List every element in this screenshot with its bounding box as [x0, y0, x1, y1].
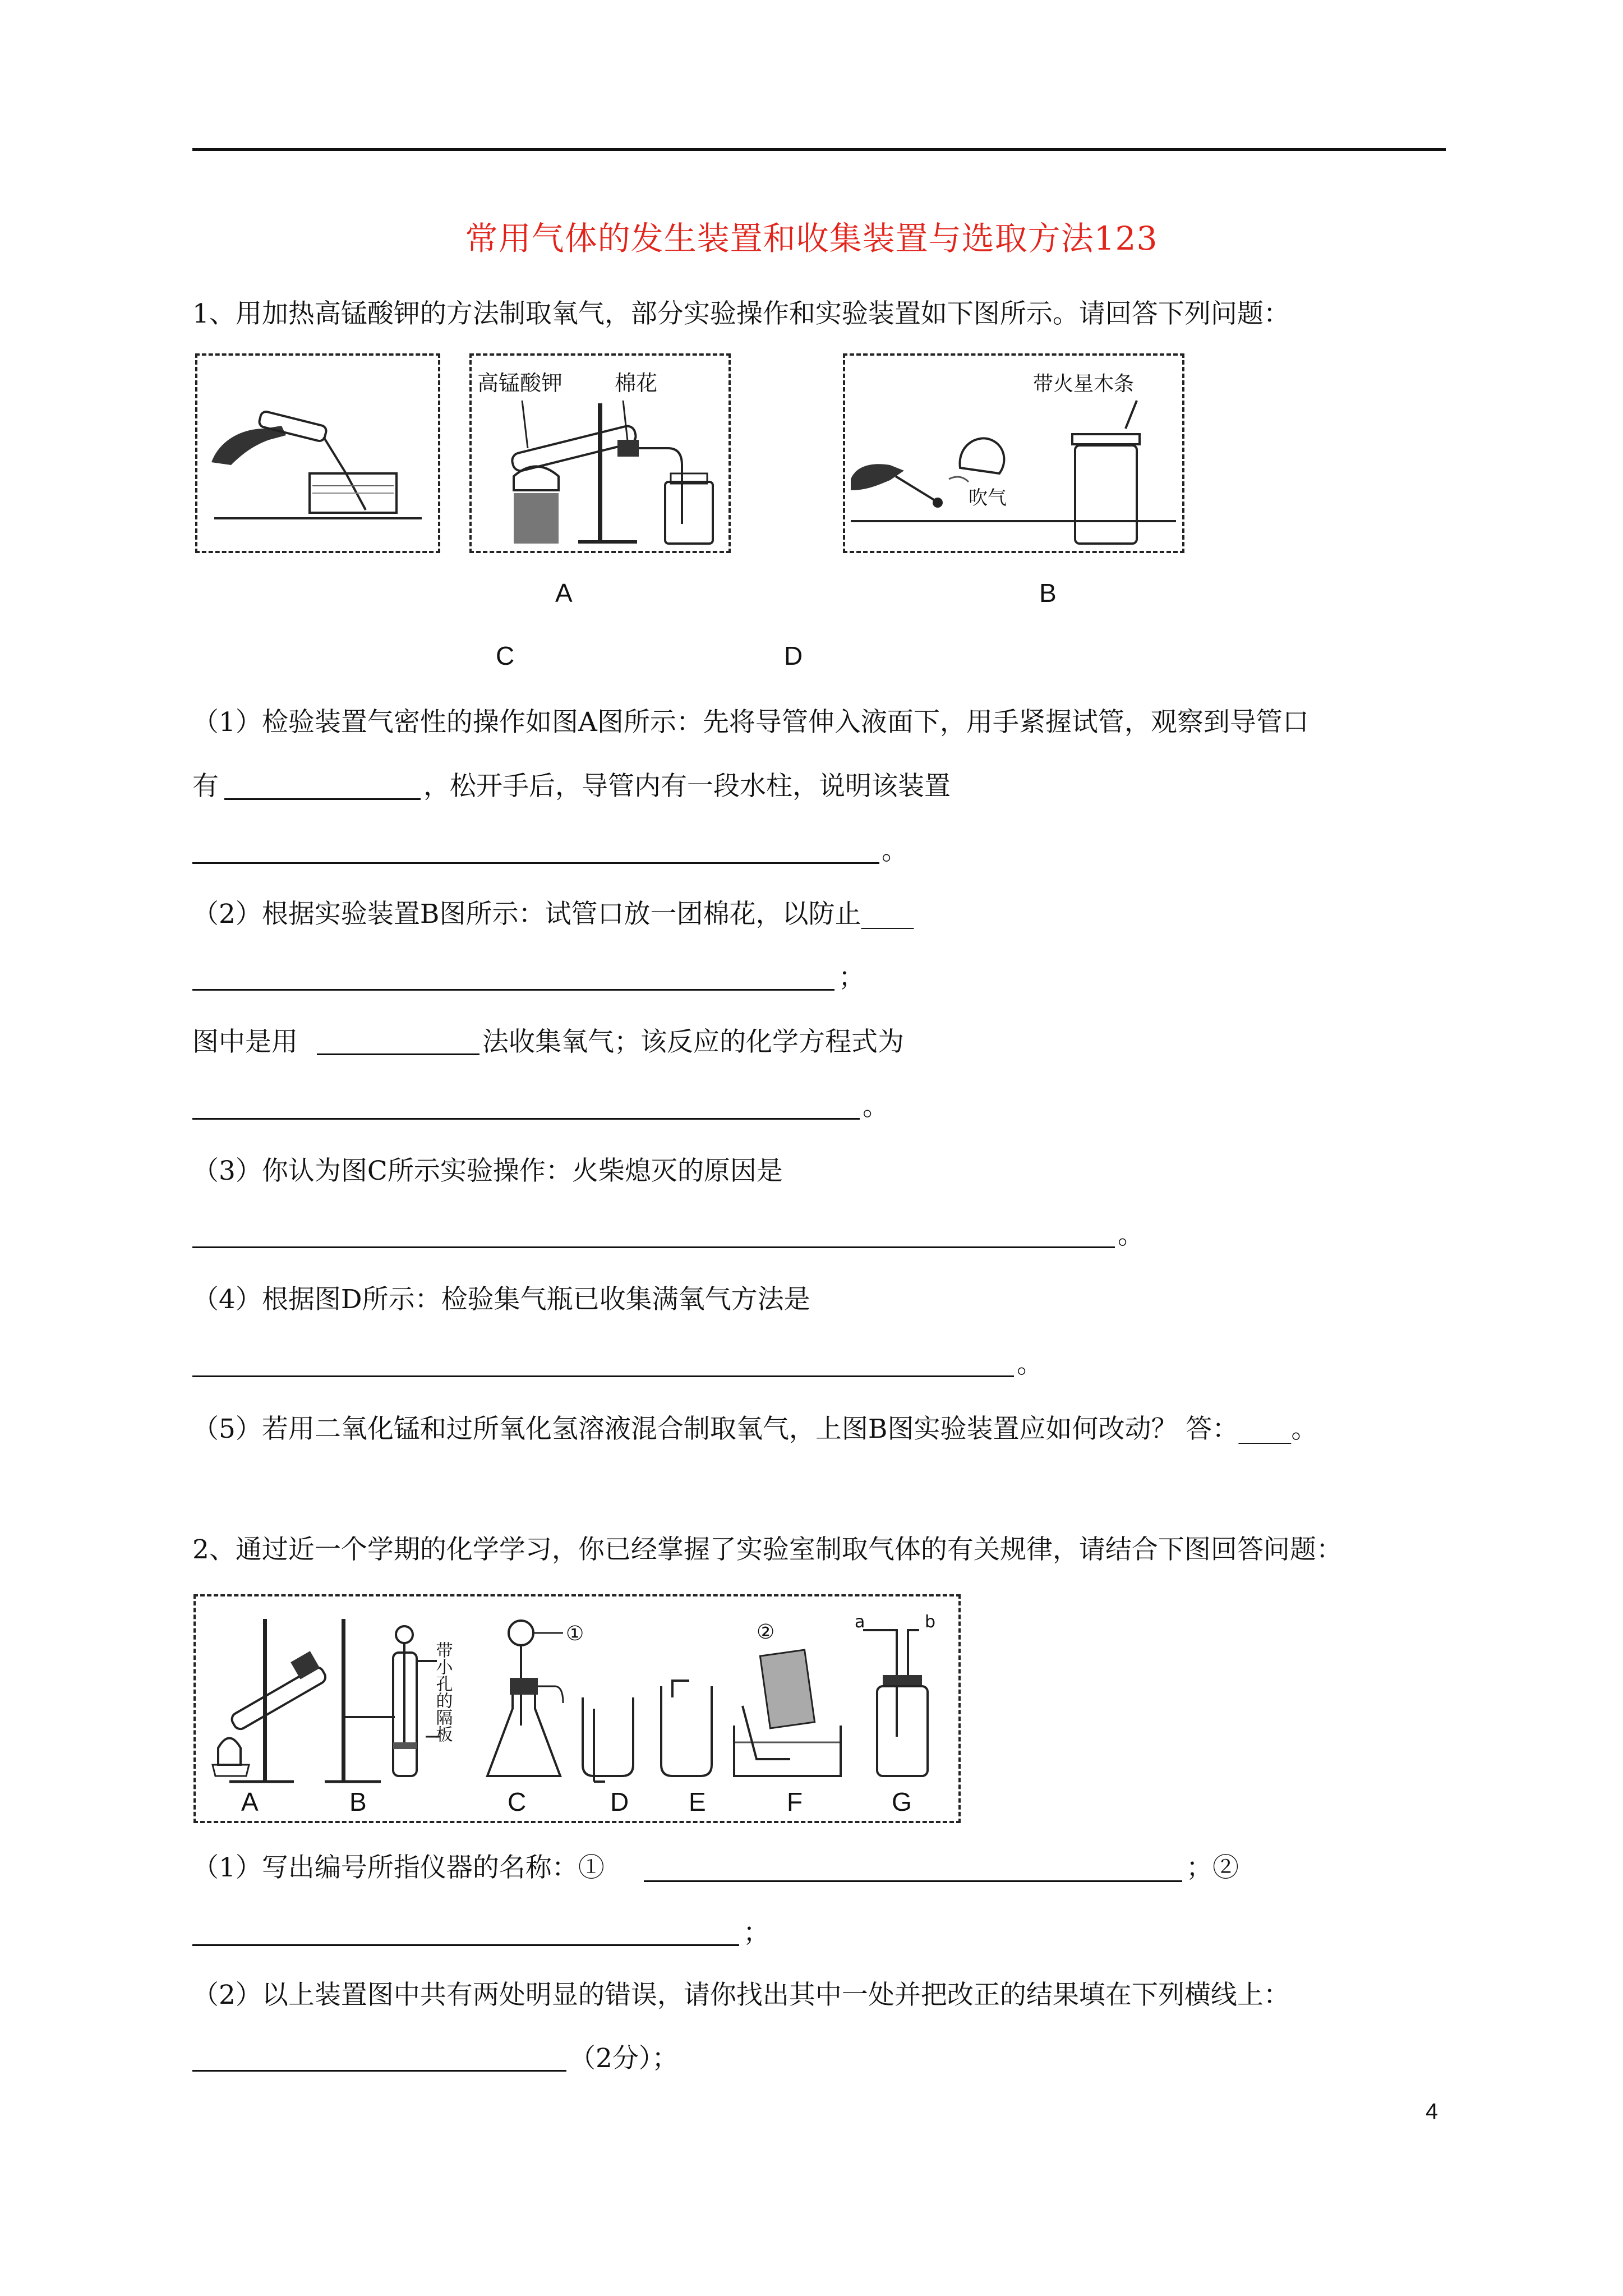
answer-blank-q1-2a[interactable] — [192, 989, 834, 991]
q1-part3-line1: （3）你认为图C所示实验操作：火柴熄灭的原因是 — [192, 1156, 783, 1186]
fig2-label-a: A — [241, 1787, 259, 1816]
fig2-mark-2: ② — [757, 1621, 775, 1644]
answer-blank-q1-2b[interactable] — [317, 1053, 479, 1055]
q1-part2-semicolon: ； — [838, 962, 865, 993]
q1-part5: （5）若用二氧化锰和过所氧化氢溶液混合制取氧气，上图B图实验装置应如何改动？ 答：____。 — [192, 1414, 1318, 1444]
figure-1cd — [843, 353, 1184, 553]
answer-blank-q1-1b[interactable] — [192, 862, 879, 864]
q1-part1-suffix: ，松开手后，导管内有一段水柱，说明该装置 — [423, 771, 951, 802]
q2-part1-end: ； — [743, 1917, 769, 1948]
fig2-label-d: D — [610, 1787, 629, 1816]
q1-part3-end: 。 — [1118, 1220, 1144, 1250]
q1-part4-end: 。 — [1017, 1349, 1043, 1379]
gas-apparatus-a-to-g-figure — [196, 1596, 958, 1821]
fig-text-splint: 带火星木条 — [1033, 372, 1135, 395]
fig1-label-b: B — [1039, 578, 1057, 608]
q1-part2-line1: （2）根据实验装置B图所示：试管口放一团棉花，以防止____ — [192, 899, 914, 930]
q2-part2-suffix: （2分）； — [569, 2043, 679, 2074]
fig2-label-e: E — [689, 1787, 706, 1816]
fig2-mark-1: ① — [566, 1622, 584, 1645]
q2-stem: 2、通过近一个学期的化学学习，你已经掌握了实验室制取气体的有关规律，请结合下图回答问题： — [192, 1534, 1343, 1565]
match-and-splint-figure — [845, 356, 1182, 551]
fig1-label-d: D — [784, 641, 803, 670]
answer-blank-q1-3[interactable] — [192, 1246, 1115, 1248]
answer-blank-q2-1a[interactable] — [644, 1880, 1182, 1882]
fig2-port-a: a — [855, 1612, 865, 1632]
fig1-label-a: A — [555, 578, 573, 608]
q1-part4-line1: （4）根据图D所示：检验集气瓶已收集满氧气方法是 — [192, 1284, 810, 1315]
fig2-text-plate: 带小孔的隔板 — [432, 1641, 453, 1742]
fig-text-kmno4: 高锰酸钾 — [477, 371, 563, 395]
fig2-label-b: B — [349, 1787, 367, 1816]
figure-1b — [469, 353, 731, 553]
fig2-label-f: F — [787, 1787, 803, 1816]
answer-blank-q2-2[interactable] — [192, 2070, 566, 2072]
page-title: 常用气体的发生装置和收集装置与选取方法123 — [465, 219, 1158, 257]
q1-part2-prefix: 图中是用 — [192, 1027, 298, 1057]
fig-text-blow: 吹气 — [969, 487, 1007, 509]
kmno4-heating-apparatus-figure — [472, 356, 728, 551]
q1-stem: 1、用加热高锰酸钾的方法制取氧气，部分实验操作和实验装置如下图所示。请回答下列问题： — [192, 298, 1290, 329]
fig2-label-g: G — [892, 1787, 912, 1816]
fig2-label-c: C — [508, 1787, 527, 1816]
q1-part1-end: 。 — [882, 835, 908, 866]
fig-text-cotton: 棉花 — [615, 371, 658, 395]
fig1-label-c: C — [496, 641, 515, 670]
page-number: 4 — [1426, 2099, 1438, 2124]
answer-blank-q1-1a[interactable] — [224, 798, 421, 800]
q2-part1-prefix: （1）写出编号所指仪器的名称：① — [192, 1852, 605, 1883]
q1-part2-suffix: 法收集氧气；该反应的化学方程式为 — [482, 1027, 904, 1057]
test-tube-hand-figure — [197, 356, 438, 551]
q1-part2-end: 。 — [863, 1091, 889, 1122]
answer-blank-q1-4[interactable] — [192, 1375, 1014, 1377]
header-rule — [192, 148, 1446, 151]
q2-part2-line1: （2）以上装置图中共有两处明显的错误，请你找出其中一处并把改正的结果填在下列横线上： — [192, 1980, 1290, 2010]
answer-blank-q1-2c[interactable] — [192, 1118, 860, 1120]
q1-part1-line1: （1）检验装置气密性的操作如图A图所示：先将导管伸入液面下，用手紧握试管，观察到导管口 — [192, 707, 1309, 738]
figure-2 — [193, 1594, 961, 1823]
figure-1a — [195, 353, 440, 553]
q1-part1-prefix: 有 — [192, 771, 219, 802]
fig2-port-b: b — [925, 1612, 936, 1632]
q2-part1-suffix: ；② — [1186, 1852, 1239, 1883]
answer-blank-q2-1b[interactable] — [192, 1944, 739, 1946]
